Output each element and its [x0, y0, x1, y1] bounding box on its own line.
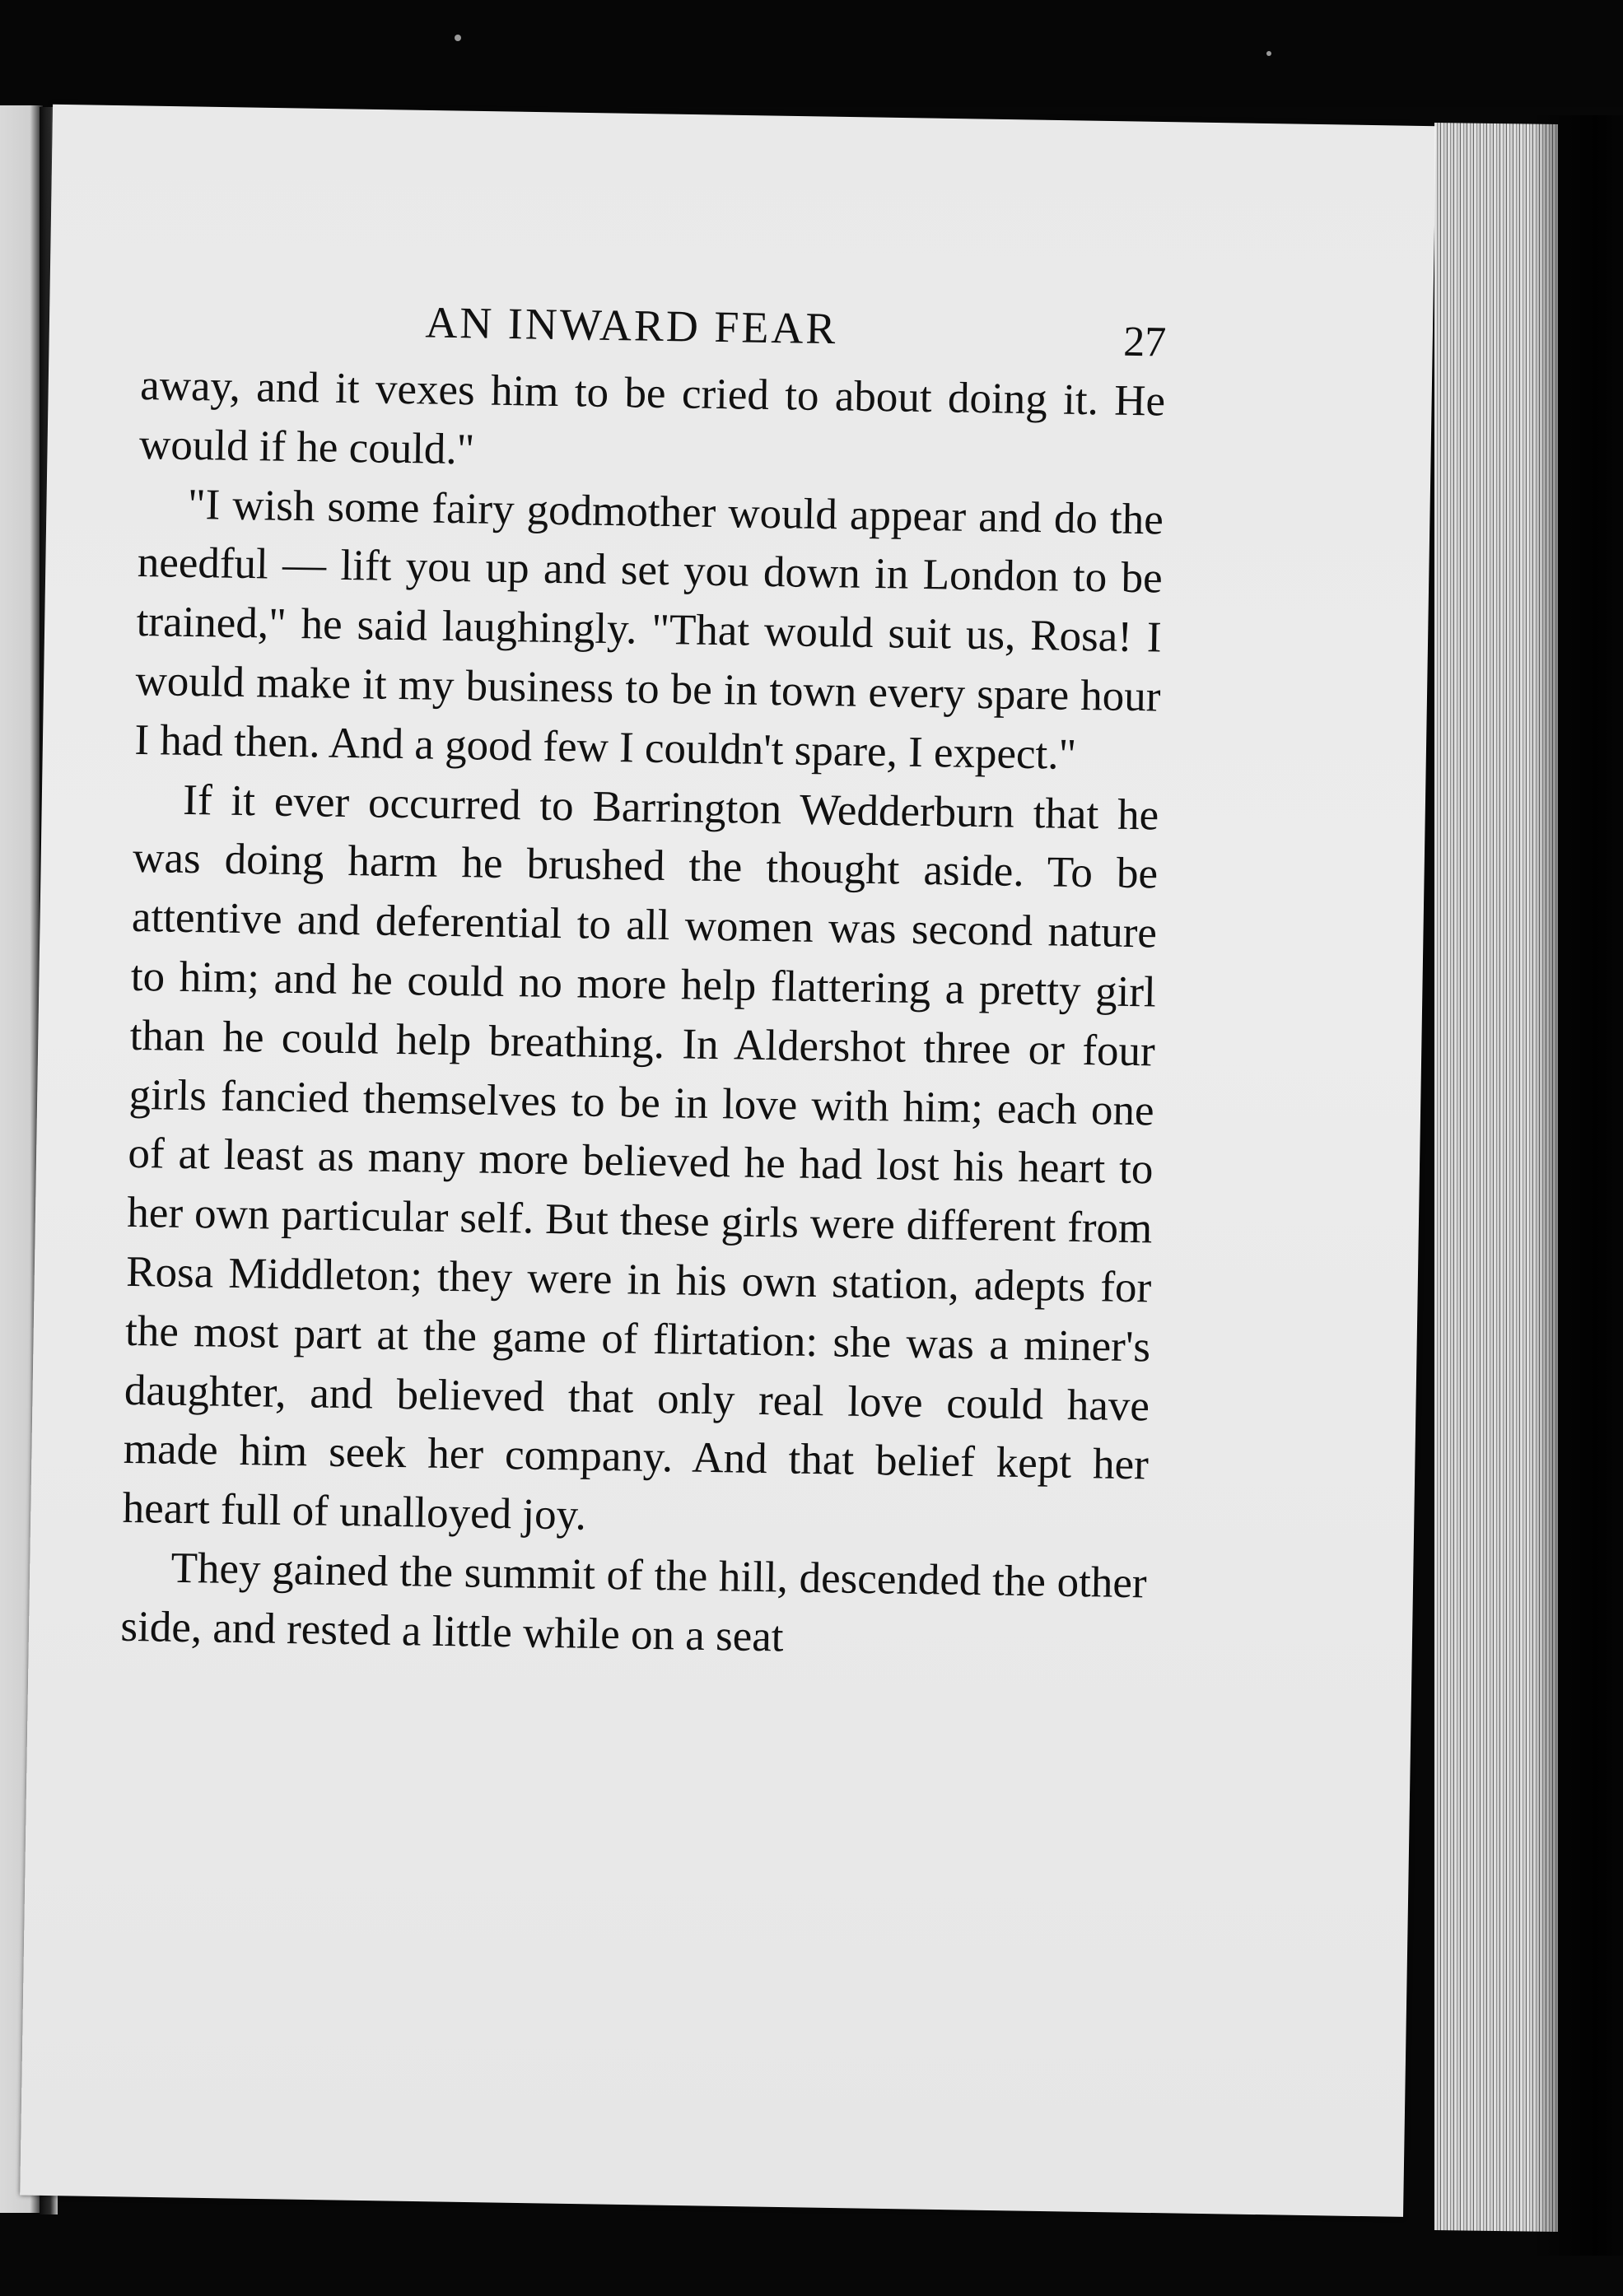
paragraph: If it ever occurred to Barrington Wedderburn that he was doing harm he brushed the thought aside. To be attentive and deferential to all women was second nature to him; and he could no more help flattering a pretty girl than he could help breathing. In Aldershot three or four girls fancied themselves to be in love with him; each one of at least as many more believed he had lost his heart to her own particular self. But these girls were different from Rosa Middleton; they were in his own station, adepts for the most part at the game of flirtation: she was a miner's daughter, and believed that only real love could have made him seek her company. And that belief kept her heart full of unalloyed joy.: [122, 775, 1159, 1539]
paragraph: They gained the summit of the hill, descended the other side, and rested a little while on a seat: [120, 1544, 1147, 1661]
dust-speck: [1266, 51, 1271, 56]
scan-background: [0, 0, 1623, 107]
page-text-block: [120, 292, 1167, 1673]
paragraph: "I wish some fairy godmother would appear and do the needful — lift you up and set you down in London to be trained," he said laughingly. "That would suit us, Rosa! I would make it my business to be in town every spare hour I had then. And a good few I couldn't spare, I expect.": [134, 480, 1164, 779]
page-edge-shadow: [1532, 115, 1623, 2256]
paragraph: away, and it vexes him to be cried to about doing it. He would if he could.": [138, 361, 1166, 474]
dust-speck: [455, 35, 461, 41]
page-number: 27: [1122, 318, 1167, 366]
running-head-title: AN INWARD FEAR: [424, 297, 838, 354]
